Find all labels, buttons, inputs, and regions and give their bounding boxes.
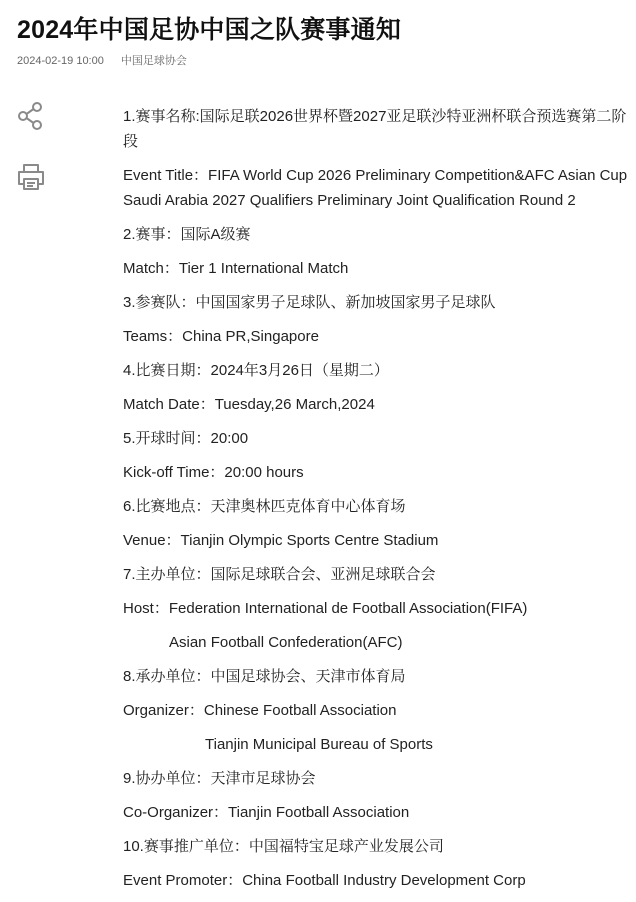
organizer-en: Organizer：Chinese Football Association [123, 702, 397, 719]
teams-zh: 3.参赛队：中国国家男子足球队、新加坡国家男子足球队 [123, 294, 496, 311]
article-source: 中国足球协会 [120, 55, 187, 67]
print-button[interactable] [16, 162, 46, 192]
promoter-en: Event Promoter：China Football Industry Development Corp [123, 872, 526, 889]
match-en: Match：Tier 1 International Match [123, 260, 349, 277]
article-body [123, 104, 631, 902]
share-button[interactable] [16, 101, 46, 131]
venue-en: Venue：Tianjin Olympic Sports Centre Stadium [123, 532, 439, 549]
share-icon [16, 101, 46, 131]
co-organizer-zh: 9.协办单位：天津市足球协会 [123, 770, 316, 787]
organizer-en-continued: Tianjin Municipal Bureau of Sports [205, 736, 433, 753]
teams-en: Teams：China PR,Singapore [123, 328, 319, 345]
article-title: 2024年中国足协中国之队赛事通知 [17, 16, 402, 44]
kickoff-zh: 5.开球时间：20:00 [123, 430, 249, 447]
match-date-zh: 4.比赛日期：2024年3月26日（星期二） [123, 362, 389, 379]
publish-date: 2024-02-19 10:00 [17, 55, 104, 67]
venue-zh: 6.比赛地点：天津奥林匹克体育中心体育场 [123, 498, 406, 515]
host-zh: 7.主办单位：国际足球联合会、亚洲足球联合会 [123, 566, 436, 583]
match-zh: 2.赛事：国际A级赛 [123, 226, 251, 243]
article-meta [17, 52, 187, 68]
promoter-zh: 10.赛事推广单位：中国福特宝足球产业发展公司 [123, 838, 444, 855]
match-date-en: Match Date：Tuesday,26 March,2024 [123, 396, 375, 413]
co-organizer-en: Co-Organizer：Tianjin Football Association [123, 804, 410, 821]
organizer-zh: 8.承办单位：中国足球协会、天津市体育局 [123, 668, 406, 685]
kickoff-en: Kick-off Time：20:00 hours [123, 464, 304, 481]
event-title-zh: 1.赛事名称:国际足联2026世界杯暨2027亚足联沙特亚洲杯联合预选赛第二阶段 [123, 108, 627, 150]
host-en-continued: Asian Football Confederation(AFC) [169, 634, 403, 651]
host-en: Host：Federation International de Football Association(FIFA) [123, 600, 528, 617]
printer-icon [16, 162, 46, 192]
event-title-en: Event Title：FIFA World Cup 2026 Preliminary Competition&AFC Asian Cup Saudi Arabia 2027 Qualifiers Preliminary Joint Qualification Round 2 [123, 167, 628, 209]
